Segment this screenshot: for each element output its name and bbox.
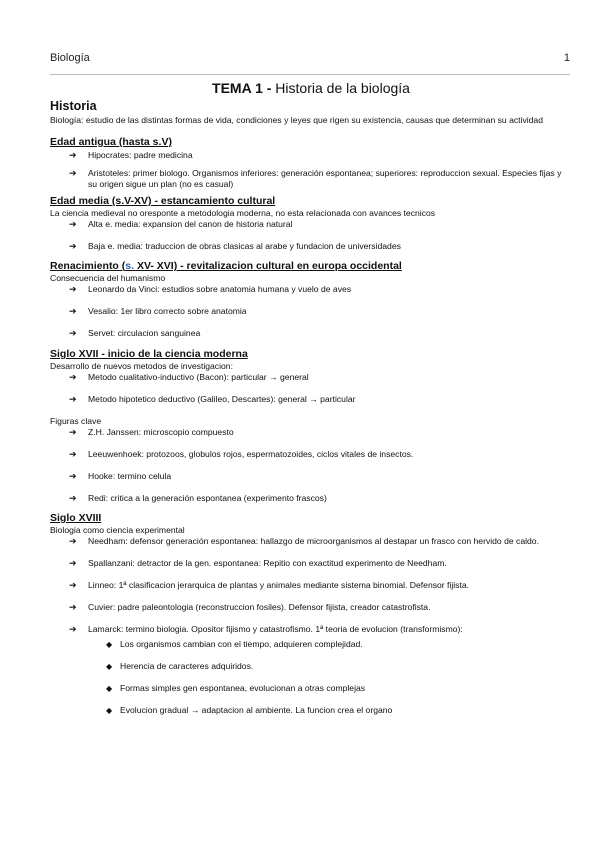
arrow-icon: ➔ [69, 168, 77, 178]
list-item: ➔ Alta e. media: expansion del canon de historia natural [69, 219, 293, 229]
list-item: ➔ Metodo cualitativo-inductivo (Bacon): particular → general [69, 372, 309, 382]
arrow-icon: ➔ [69, 493, 77, 503]
page-content [50, 80, 572, 716]
diamond-bullet-icon: ◆ [106, 640, 113, 649]
edad-media-heading: Edad media (s.V-XV) - estancamiento cultural [50, 195, 276, 207]
list-item: ➔ Hipocrates: padre medicina [69, 150, 193, 160]
list-item: ◆ Herencia de caracteres adquiridos. [106, 661, 254, 671]
list-item: ➔ Metodo hipotetico deductivo (Galileo, Descartes): general → particular [69, 394, 356, 404]
arrow-icon: ➔ [69, 471, 77, 481]
renacimiento-intro: Consecuencia del humanismo [50, 273, 166, 283]
page-number: 1 [563, 52, 570, 64]
figuras-clave-label: Figuras clave [50, 416, 102, 426]
list-item: ➔ Spallanzani: detractor de la gen. espontanea: Repitio con exactitud experimento de Needham. [69, 558, 447, 568]
edad-media-list [50, 219, 572, 252]
list-item: ➔ Z.H. Janssen: microscopio compuesto [69, 427, 234, 437]
siglo-xviii-intro: Biologia como ciencia experimental [50, 525, 185, 535]
list-item: ➔ Leonardo da Vinci: estudios sobre anatomia humana y vuelo de aves [69, 284, 352, 294]
arrow-icon: ➔ [69, 427, 77, 437]
header-divider [50, 74, 570, 75]
list-item: ➔ Leeuwenhoek: protozoos, globulos rojos, espermatozoides, ciclos vitales de insectos. [69, 449, 414, 459]
biologia-definition: Biología: estudio de las distintas formas de vida, condiciones y leyes que rigen su existencia, causas que determinan su actividad [50, 115, 543, 125]
list-item: ➔ Servet: circulacion sanguinea [69, 328, 201, 338]
list-item: ➔ Redi: critica a la generación espontanea (experimento frascos) [69, 493, 327, 503]
renacimiento-list [50, 284, 572, 339]
list-item: ◆ Evolucion gradual → adaptacion al ambiente. La funcion crea el organo [106, 705, 393, 715]
list-item: ➔ Lamarck: termino biologia. Opositor fijismo y catastrofismo. 1ª teoria de evolucion (transformismo): ◆ Los organismos cambian con el tiempo, adquieren complejidad. ◆ Herencia de caracteres adquiridos. ◆ Formas simples gen espontanea, evolucionan a otras complejas ◆ Evolucion gradual → adaptacion al ambiente. La funcion crea el organo [50, 624, 572, 716]
header-subject: Biología [50, 52, 90, 64]
arrow-icon: ➔ [69, 449, 77, 459]
title-bold: TEMA 1 - [212, 80, 272, 96]
page-title [50, 80, 572, 96]
arrow-icon: ➔ [69, 624, 77, 634]
arrow-icon: ➔ [69, 328, 77, 338]
diamond-bullet-icon: ◆ [106, 684, 113, 693]
list-item: ➔ Vesalio: 1er libro correcto sobre anatomia [69, 306, 247, 316]
renacimiento-heading: Renacimiento (s. XV- XVI) - revitalizacion cultural en europa occidental [50, 260, 402, 272]
list-item: ➔ Cuvier: padre paleontologia (reconstruccion fosiles). Defensor fijista, creador catastrofista. [69, 602, 431, 612]
list-item: ➔ Aristoteles: primer biologo. Organismos inferiores: generación espontanea; superiores: reproduccion sexual. Especies fijas y su origen sigue un plan (no es casual) [69, 168, 562, 189]
list-item: ➔ Baja e. media: traduccion de obras clasicas al arabe y fundacion de universidades [69, 241, 401, 251]
list-item: ◆ Los organismos cambian con el tiempo, adquieren complejidad. [106, 639, 363, 649]
arrow-icon: ➔ [69, 372, 77, 382]
list-item: ➔ Linneo: 1ª clasificacion jerarquica de plantas y animales mediante sistema binomial. Defensor fijista. [69, 580, 470, 590]
arrow-icon: ➔ [69, 536, 77, 546]
arrow-icon: ➔ [69, 580, 77, 590]
list-item: ➔ Needham: defensor generación espontanea: hallazgo de microorganismos al destapar un frasco con hervido de caldo. [69, 536, 539, 546]
lamarck-points [50, 639, 572, 716]
edad-antigua-list [50, 150, 572, 190]
siglo-xviii-list [50, 536, 572, 716]
title-rest: Historia de la biología [271, 80, 410, 96]
arrow-icon: ➔ [69, 394, 77, 404]
diamond-bullet-icon: ◆ [106, 662, 113, 671]
list-item: ➔ Hooke: termino celula [69, 471, 172, 481]
arrow-icon: ➔ [69, 306, 77, 316]
historia-heading: Historia [50, 99, 97, 113]
arrow-icon: ➔ [69, 241, 77, 251]
siglo-xvii-heading: Siglo XVII - inicio de la ciencia moderna [50, 348, 248, 360]
edad-media-intro: La ciencia medieval no oresponte a metodologia moderna, no esta relacionada con avances tecnicos [50, 208, 436, 218]
siglo-xvii-list [50, 372, 572, 405]
diamond-bullet-icon: ◆ [106, 706, 113, 715]
arrow-icon: ➔ [69, 219, 77, 229]
arrow-icon: ➔ [69, 150, 77, 160]
siglo-xviii-heading: Siglo XVIII [50, 512, 102, 524]
page-header [50, 52, 570, 68]
edad-antigua-heading: Edad antigua (hasta s.V) [50, 136, 172, 148]
siglo-xvii-intro: Desarrollo de nuevos metodos de investigacion: [50, 361, 233, 371]
list-item: ◆ Formas simples gen espontanea, evolucionan a otras complejas [106, 683, 366, 693]
arrow-icon: ➔ [69, 558, 77, 568]
arrow-icon: ➔ [69, 284, 77, 294]
figuras-clave-list [50, 427, 572, 504]
arrow-icon: ➔ [69, 602, 77, 612]
